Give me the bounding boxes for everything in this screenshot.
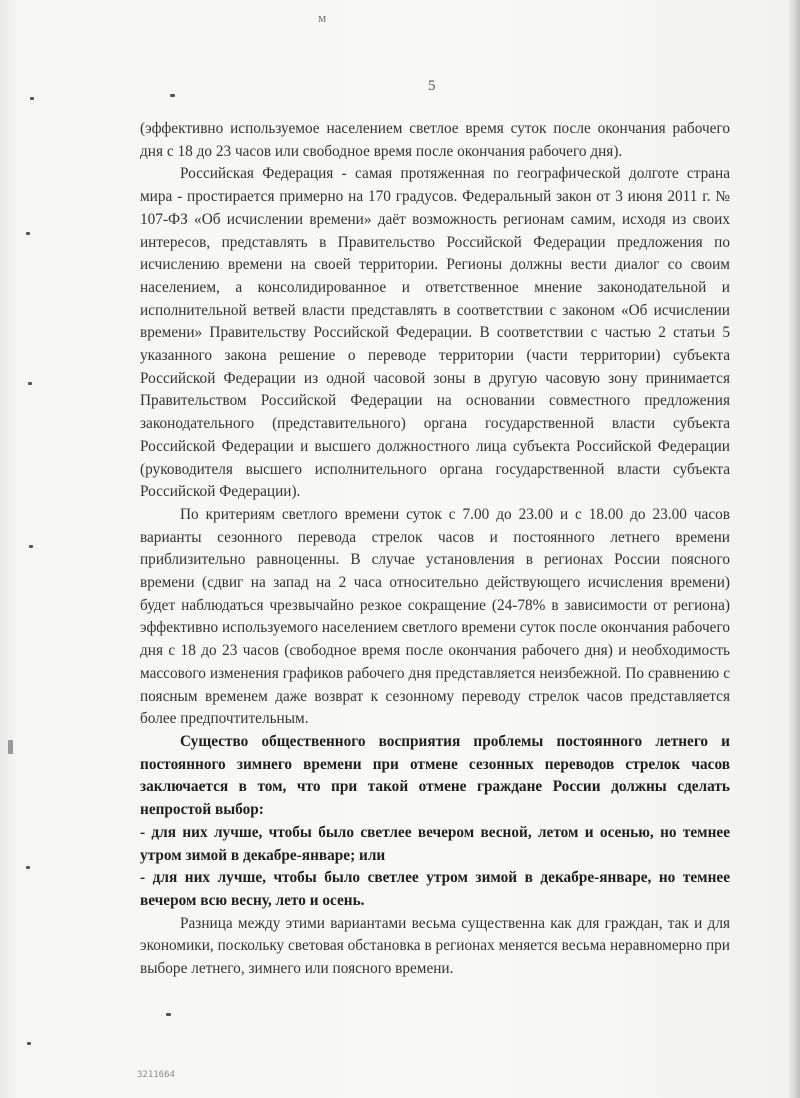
page-number: 5 — [428, 78, 436, 94]
margin-speck — [26, 232, 30, 235]
margin-speck — [166, 1013, 171, 1016]
list-item-option-evening: - для них лучше, чтобы было светлее вечером весной, летом и осенью, но темнее утром зимой в декабре-январе; или — [140, 823, 730, 864]
list-item-option-morning: - для них лучше, чтобы было светлее утром зимой в декабре-январе, но темнее вечером всю весну, лето и осень. — [140, 869, 730, 909]
scan-edge-shadow — [788, 0, 800, 1098]
margin-speck — [28, 382, 32, 385]
margin-speck — [26, 866, 30, 869]
margin-speck — [27, 1042, 31, 1045]
top-margin-mark: м — [318, 10, 327, 25]
paragraph-russian-federation: Российская Федерация - самая протяженная по географической долготе страна мира - простирается примерно на 170 градусов. Федеральный закон от 3 июня 2011 г. № 107-ФЗ «Об исчислении времени» даёт возможность регионам самим, исходя из своих интересов, представлять в Правительство Российской Федерации предложения по исчислению времени на своей территории. Регионы должны вести диалог со своим населением, а консолидированное и ответственное мнение законодательной и исполнительной ветвей власти представлять в соответствии с законом «Об исчислении времени» Правительству Российской Федерации. В соответствии с частью 2 статьи 5 указанного закона решение о переводе территории (части территории) субъекта Российской Федерации из одной часовой зоны в другую часовую зону принимается Правительством Российской Федерации на основании совместного предложения законодательного (представительного) органа государственной власти субъекта Российской Федерации и высшего должностного лица субъекта Российской Федерации (руководителя высшего исполнительного органа государственной власти субъекта Российской Федерации). — [140, 165, 730, 501]
paragraph-daylight-criteria: По критериям светлого времени суток с 7.00 до 23.00 и с 18.00 до 23.00 часов варианты сезонного перевода стрелок часов и постоянного летнего времени приблизительно равноценны. В случае установления в регионах России поясного времени (сдвиг на запад на 2 часа относительно действующего исчисления времени) будет наблюдаться чрезвычайно резкое сокращение (24-78% в зависимости от региона) эффективно используемого населением светлого времени суток после окончания рабочего дня с 18 до 23 часов (свободное время после окончания рабочего дня) и необходимость массового изменения графиков рабочего дня представляется неизбежной. По сравнению с поясным временем даже возврат к сезонному переводу стрелок часов представляется более предпочтительным. — [140, 505, 730, 728]
punch-hole-mark — [8, 740, 13, 754]
margin-speck — [29, 545, 33, 548]
margin-speck — [170, 94, 175, 97]
document-body — [140, 118, 730, 981]
footer-document-code: 3211664 — [137, 1070, 175, 1080]
margin-speck — [30, 97, 34, 100]
paragraph-continuation: (эффективно используемое населением светлое время суток после окончания рабочего дня с 18 до 23 часов или свободное время после окончания рабочего дня). — [140, 120, 730, 160]
paragraph-public-perception: Существо общественного восприятия проблемы постоянного летнего и постоянного зимнего времени при отмене сезонных переводов стрелок часов заключается в том, что при такой отмене граждане России должны сделать непростой выбор: — [140, 732, 730, 819]
paragraph-difference: Разница между этими вариантами весьма существенна как для граждан, так и для экономики, поскольку световая обстановка в регионах меняется весьма неравномерно при выборе летнего, зимнего или поясного времени. — [140, 914, 730, 978]
